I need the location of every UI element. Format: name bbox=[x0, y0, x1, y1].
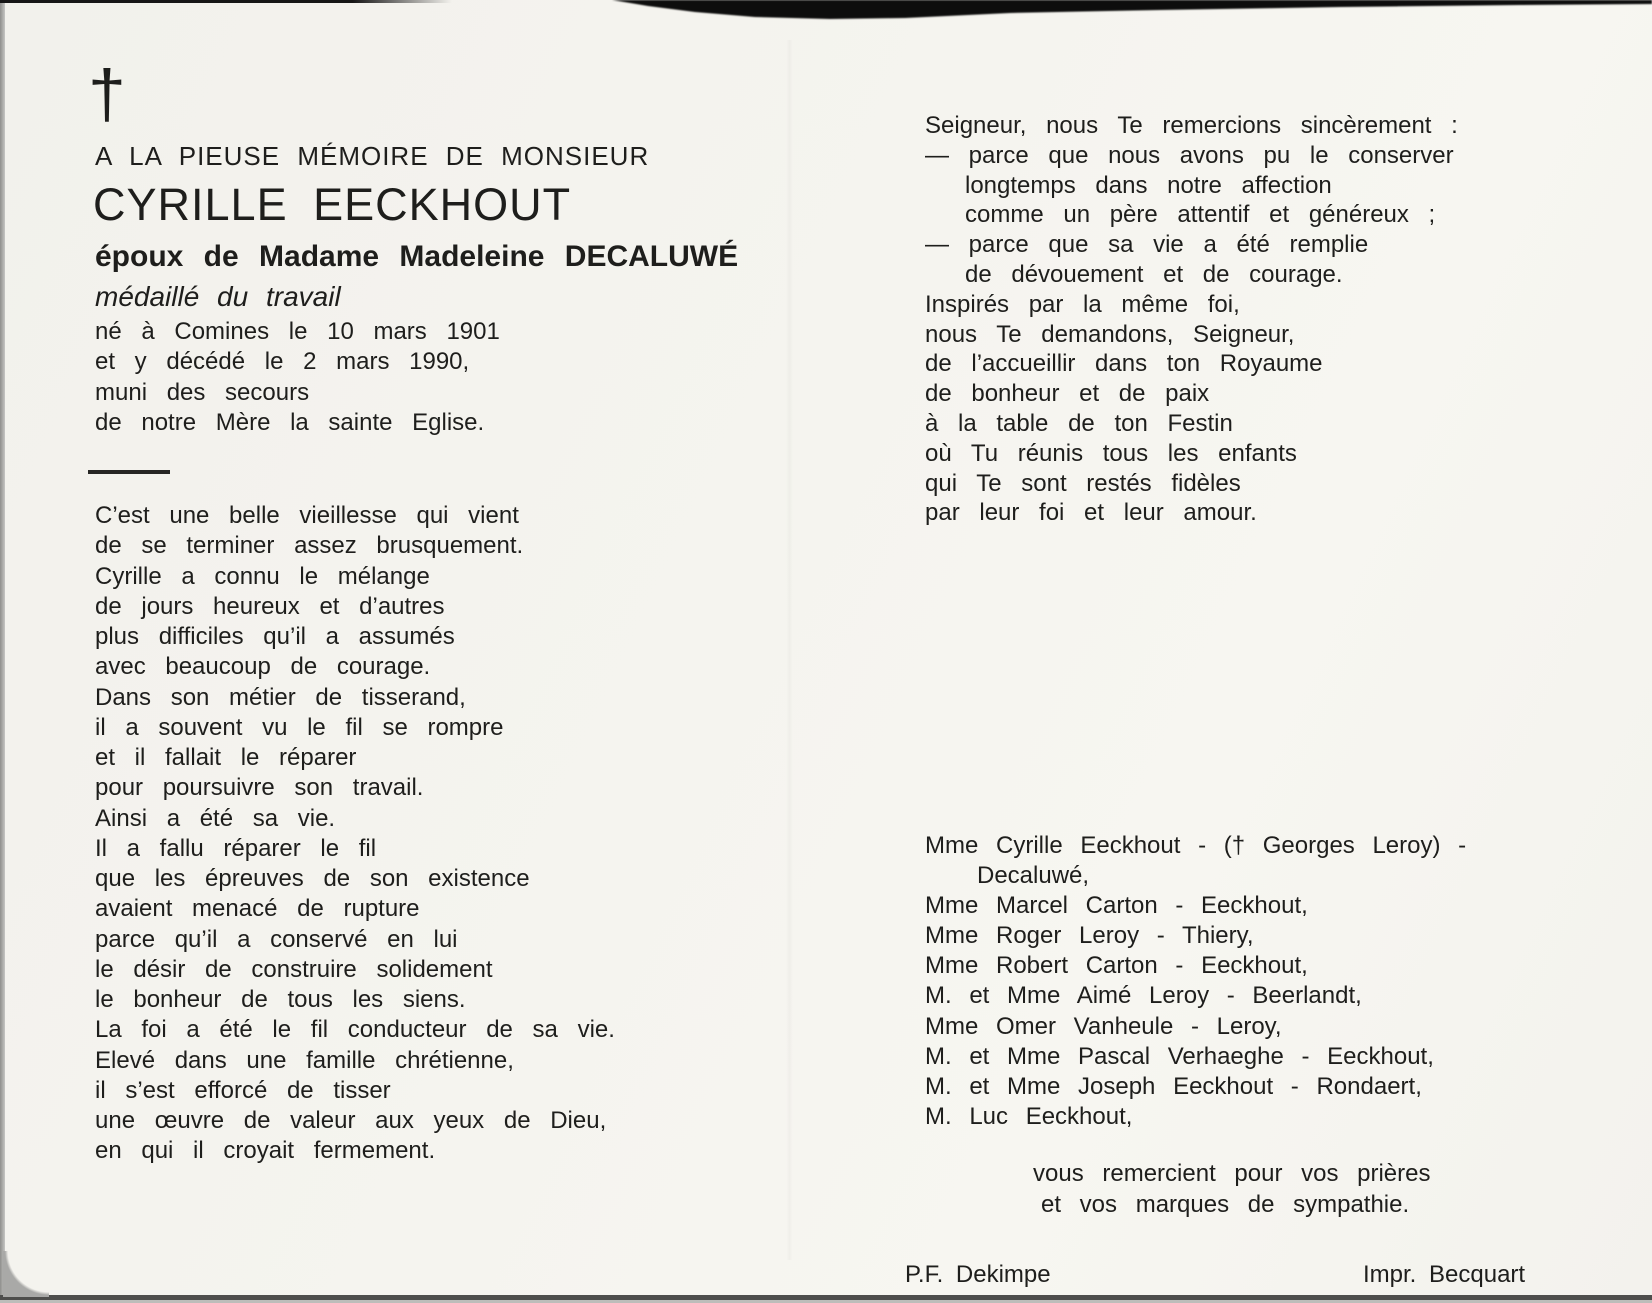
prayer-line: de l’accueillir dans ton Royaume bbox=[925, 350, 1323, 378]
thanks-line: et vos marques de sympathie. bbox=[1041, 1190, 1410, 1218]
family-line: M. et Mme Pascal Verhaeghe - Eeckhout, bbox=[925, 1042, 1434, 1070]
eulogy-line: avaient menacé de rupture bbox=[95, 895, 420, 923]
eulogy-line: Cyrille a connu le mélange bbox=[95, 562, 430, 590]
eulogy-line: parce qu’il a conservé en lui bbox=[95, 925, 458, 953]
thanks-line: vous remercient pour vos prières bbox=[1033, 1160, 1431, 1187]
eulogy-line: Dans son métier de tisserand, bbox=[95, 683, 466, 711]
prayer-line: de dévouement et de courage. bbox=[965, 260, 1343, 288]
cross-symbol: † bbox=[88, 56, 126, 132]
prayer-line: Inspirés par la même foi, bbox=[925, 290, 1240, 318]
family-line: M. et Mme Joseph Eeckhout - Rondaert, bbox=[925, 1072, 1422, 1100]
eulogy-line: il a souvent vu le fil se rompre bbox=[95, 713, 504, 741]
family-line: Mme Roger Leroy - Thiery, bbox=[925, 922, 1254, 950]
prayer-line: à la table de ton Festin bbox=[925, 409, 1233, 437]
prayer-text bbox=[925, 111, 1458, 528]
printer-name: Impr. Becquart bbox=[1363, 1261, 1526, 1288]
eulogy-line: il s’est efforcé de tisser bbox=[95, 1076, 391, 1104]
thanks-text bbox=[1033, 1159, 1430, 1220]
family-line: Mme Omer Vanheule - Leroy, bbox=[925, 1012, 1282, 1040]
vital-line: de notre Mère la sainte Eglise. bbox=[95, 408, 485, 436]
vital-line: et y décédé le 2 mars 1990, bbox=[95, 348, 470, 376]
family-line: M. Luc Eeckhout, bbox=[925, 1102, 1133, 1130]
eulogy-line: en qui il croyait fermement. bbox=[95, 1137, 436, 1165]
scan-band-top bbox=[0, 0, 1652, 28]
prayer-line: par leur foi et leur amour. bbox=[925, 499, 1257, 527]
prayer-line: de bonheur et de paix bbox=[925, 380, 1210, 408]
prayer-line: — parce que nous avons pu le conserver bbox=[925, 141, 1454, 169]
scan-edge-left bbox=[0, 0, 5, 1303]
eulogy-line: pour poursuivre son travail. bbox=[95, 774, 424, 802]
family-list bbox=[925, 831, 1466, 1132]
eulogy-line: plus difficiles qu’il a assumés bbox=[95, 623, 455, 650]
family-line: Mme Robert Carton - Eeckhout, bbox=[925, 952, 1308, 980]
family-line: M. et Mme Aimé Leroy - Beerlandt, bbox=[925, 982, 1362, 1010]
eulogy-line: Ainsi a été sa vie. bbox=[95, 804, 336, 832]
deceased-name: CYRILLE EECKHOUT bbox=[93, 179, 572, 230]
card-rounded-corner bbox=[3, 1251, 49, 1297]
vital-line: né à Comines le 10 mars 1901 bbox=[95, 318, 500, 345]
honor-line: médaillé du travail bbox=[95, 281, 341, 312]
spouse-line: époux de Madame Madeleine DECALUWÉ bbox=[95, 240, 739, 273]
card-fold-shadow bbox=[786, 40, 793, 1260]
prayer-line: comme un père attentif et généreux ; bbox=[965, 201, 1436, 229]
family-line: Mme Marcel Carton - Eeckhout, bbox=[925, 892, 1308, 920]
prayer-line: nous Te demandons, Seigneur, bbox=[925, 320, 1295, 348]
eulogy-line: le désir de construire solidement bbox=[95, 955, 493, 983]
family-line: Mme Cyrille Eeckhout - († Georges Leroy) - bbox=[925, 832, 1467, 859]
eulogy-line: C’est une belle vieillesse qui vient bbox=[95, 502, 519, 529]
scan-line-top-left bbox=[0, 0, 452, 3]
eulogy-line: que les épreuves de son existence bbox=[95, 865, 530, 892]
funeral-home-name: P.F. Dekimpe bbox=[905, 1261, 1051, 1288]
eulogy-line: La foi a été le fil conducteur de sa vie. bbox=[95, 1016, 615, 1044]
eulogy-line: avec beaucoup de courage. bbox=[95, 653, 431, 681]
eulogy-line: Elevé dans une famille chrétienne, bbox=[95, 1046, 514, 1074]
prayer-line: qui Te sont restés fidèles bbox=[925, 469, 1241, 497]
vital-records bbox=[95, 317, 500, 438]
eulogy-line: de jours heureux et d’autres bbox=[95, 592, 445, 620]
eulogy-line: Il a fallu réparer le fil bbox=[95, 834, 377, 862]
memorial-line: A LA PIEUSE MÉMOIRE DE MONSIEUR bbox=[95, 141, 650, 171]
prayer-line: — parce que sa vie a été remplie bbox=[925, 231, 1369, 259]
eulogy-line: une œuvre de valeur aux yeux de Dieu, bbox=[95, 1107, 607, 1134]
eulogy-line: et il fallait le réparer bbox=[95, 744, 357, 771]
eulogy-text bbox=[95, 501, 615, 1167]
prayer-line: longtemps dans notre affection bbox=[965, 171, 1332, 199]
family-line: Decaluwé, bbox=[977, 862, 1090, 890]
divider-rule bbox=[88, 470, 170, 474]
vital-line: muni des secours bbox=[95, 378, 310, 406]
prayer-line: Seigneur, nous Te remercions sincèrement : bbox=[925, 112, 1458, 139]
eulogy-line: le bonheur de tous les siens. bbox=[95, 986, 466, 1013]
prayer-line: où Tu réunis tous les enfants bbox=[925, 439, 1297, 467]
eulogy-line: de se terminer assez brusquement. bbox=[95, 532, 524, 560]
